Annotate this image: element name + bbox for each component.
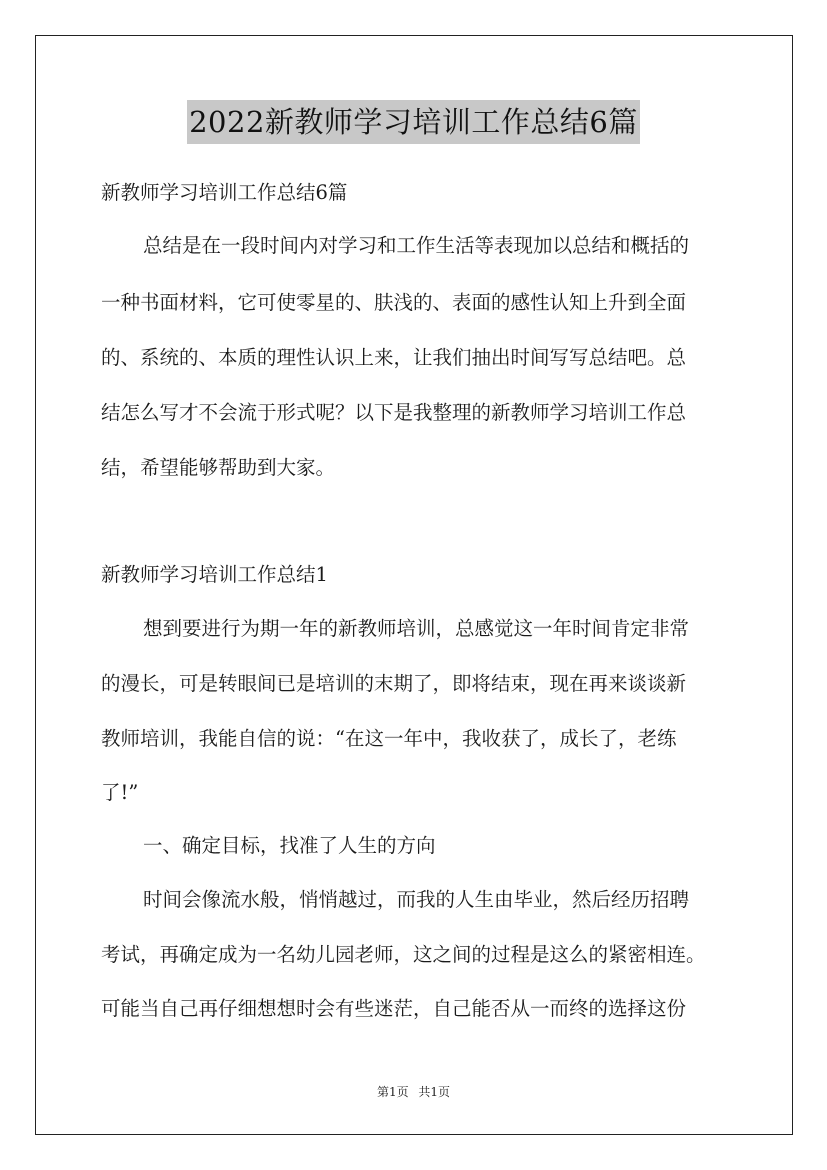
subsection-heading: 一、确定目标，找准了人生的方向 xyxy=(143,834,436,857)
paragraph-line: 教师培训，我能自信的说：“在这一年中，我收获了，成长了，老练 xyxy=(101,727,677,750)
paragraph-line: 结，希望能够帮助到大家。 xyxy=(101,456,336,479)
paragraph-line: 总结是在一段时间内对学习和工作生活等表现加以总结和概括的 xyxy=(143,234,690,257)
paragraph-line: 一种书面材料，它可使零星的、肤浅的、表面的感性认知上升到全面 xyxy=(101,291,687,314)
paragraph-line: 考试，再确定成为一名幼儿园老师，这之间的过程是这么的紧密相连。 xyxy=(101,943,706,966)
page-total: 共1页 xyxy=(418,1085,451,1099)
page-footer xyxy=(0,1083,827,1101)
paragraph-line: 的漫长，可是转眼间已是培训的末期了，即将结束，现在再来谈谈新 xyxy=(101,672,687,695)
paragraph-line: 结怎么写才不会流于形式呢？以下是我整理的新教师学习培训工作总 xyxy=(101,401,687,424)
subtitle-line: 新教师学习培训工作总结6篇 xyxy=(101,181,348,204)
paragraph-line: 了!” xyxy=(101,781,139,804)
page-number: 第1页 xyxy=(376,1085,409,1099)
document-title: 2022新教师学习培训工作总结6篇 xyxy=(187,100,640,144)
paragraph-line: 想到要进行为期一年的新教师培训，总感觉这一年时间肯定非常 xyxy=(143,617,690,640)
title-container xyxy=(0,100,827,144)
paragraph-line: 的、系统的、本质的理性认识上来，让我们抽出时间写写总结吧。总 xyxy=(101,346,687,369)
paragraph-line: 时间会像流水般，悄悄越过，而我的人生由毕业，然后经历招聘 xyxy=(143,888,690,911)
section-heading: 新教师学习培训工作总结1 xyxy=(101,563,328,586)
paragraph-line: 可能当自己再仔细想想时会有些迷茫，自己能否从一而终的选择这份 xyxy=(101,997,687,1020)
